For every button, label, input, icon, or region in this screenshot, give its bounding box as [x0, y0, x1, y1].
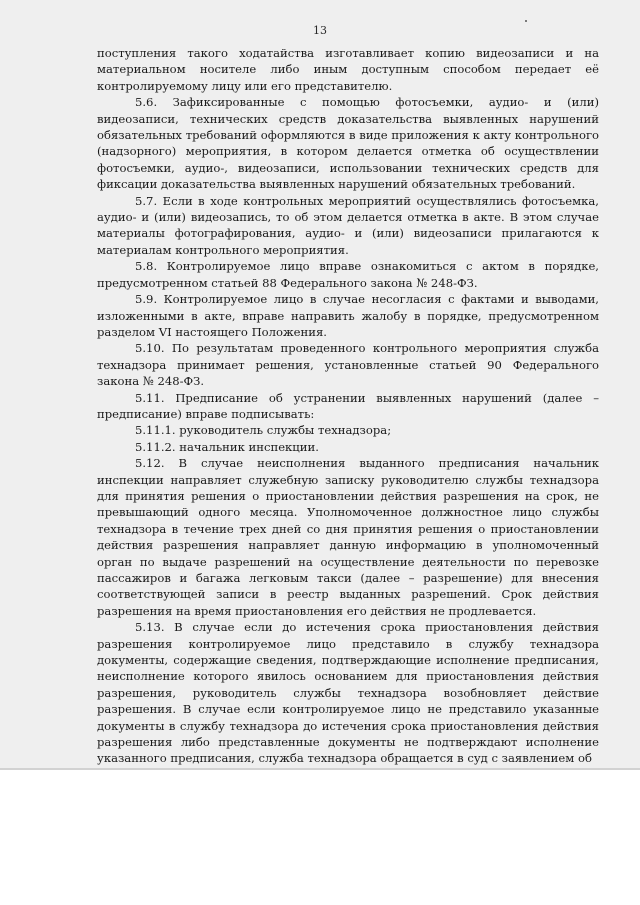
scan-speck: [525, 20, 527, 22]
paragraph-5-7: 5.7. Если в ходе контрольных мероприятий осуществлялись фотосъемка, аудио- и (или) видеозапись, то об этом делается отметка в акте. В этом случае материалы фотографирования, аудио- и (или) видеозаписи прилагаются к материалам контрольного мероприятия.: [97, 193, 599, 257]
paragraph-5-13: 5.13. В случае если до истечения срока приостановления действия разрешения контролируемое лицо представило в службу технадзора документы, содержащие сведения, подтверждающие исполнение предписания, неисполнение которого явилось основанием для приостановления действия разрешения, руководитель службы технадзора возобновляет действие разрешения. В случае если контролируемое лицо не представило указанные документы в службу технадзора до истечения срока приостановления действия разрешения либо представленные документы не подтверждают исполнение указанного предписания, служба технадзора обращается в суд с заявлением об: [97, 620, 599, 766]
paragraph-5-11: 5.11. Предписание об устранении выявленных нарушений (далее – предписание) вправе подписывать:: [97, 390, 599, 421]
paragraph-5-11-2: 5.11.2. начальник инспекции.: [135, 439, 319, 454]
paragraph-5-12: 5.12. В случае неисполнения выданного предписания начальник инспекции направляет служебную записку руководителю службы технадзора для принятия решения о приостановлении действия разрешения на срок, не превышающий одного месяца. Уполномоченное должностное лицо службы технадзора в течение трех дней со дня принятия решения о приостановлении действия разрешения направляет данную информацию в уполномоченный орган по выдаче разрешений на осуществление деятельности по перевозке пассажиров и багажа легковым такси (далее – разрешение) для внесения соответствующей записи в реестр выданных разрешений. Срок действия разрешения на время приостановления его действия не продлевается.: [97, 456, 599, 618]
paragraph-5-9: 5.9. Контролируемое лицо в случае несогласия с фактами и выводами, изложенными в акте, вправе направить жалобу в порядке, предусмотренном разделом VI настоящего Положения.: [97, 292, 599, 339]
paragraph-5-11-1: 5.11.1. руководитель службы технадзора;: [135, 423, 392, 438]
scan-bottom-edge: [0, 768, 640, 770]
paragraph-5-6: 5.6. Зафиксированные с помощью фотосъемки, аудио- и (или) видеозаписи, технических средств доказательства выявленных нарушений обязательных требований оформляются в виде приложения к акту контрольного (надзорного) мероприятия, в котором делается отметка об осуществлении фотосъемки, аудио-, видеозаписи, использовании технических средств для фиксации доказательства выявленных нарушений обязательных требований.: [97, 95, 599, 192]
paragraph-5-8: 5.8. Контролируемое лицо вправе ознакомиться с актом в порядке, предусмотренном статьей 88 Федерального закона № 248-ФЗ.: [97, 259, 599, 290]
document-body: [97, 45, 599, 767]
page-number: 13: [313, 24, 327, 37]
paragraph-5-10: 5.10. По результатам проведенного контрольного мероприятия служба технадзора принимает решения, установленные статьей 90 Федерального закона № 248-ФЗ.: [97, 341, 599, 389]
paragraph-continuation: поступления такого ходатайства изготавливает копию видеозаписи и на материальном носителе либо иным доступным способом передает её контролируемому лицу или его представителю.: [97, 46, 599, 93]
